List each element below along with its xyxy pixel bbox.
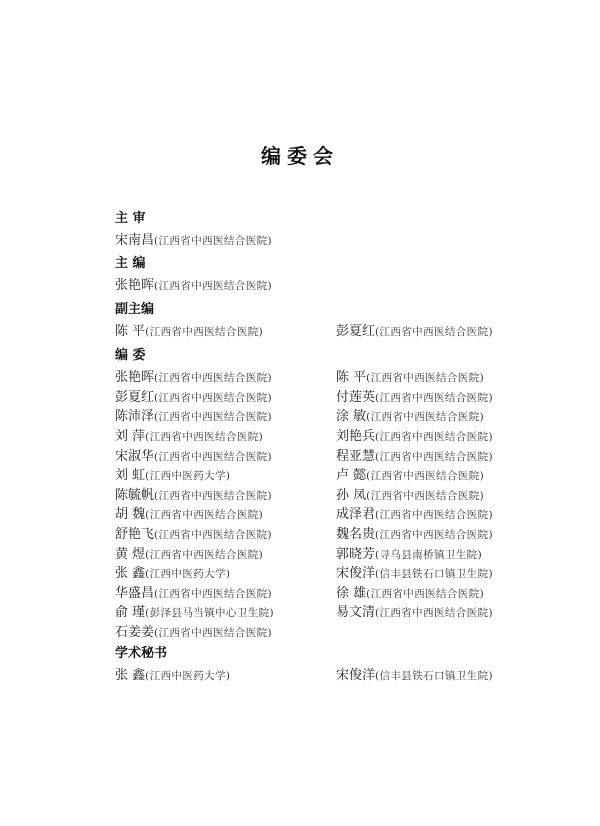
person-affiliation: (信丰县铁石口镇卫生院) bbox=[374, 670, 493, 683]
person-entry bbox=[115, 320, 336, 339]
person-affiliation: (江西省中西医结合医院) bbox=[154, 391, 273, 404]
person-entry bbox=[115, 229, 337, 248]
person-affiliation: (江西省中西医结合医院) bbox=[154, 280, 273, 293]
person-affiliation: (江西省中西医结合医院) bbox=[374, 326, 493, 339]
person-name: 刘艳兵 bbox=[335, 429, 375, 445]
person-entry bbox=[336, 366, 535, 385]
person-row bbox=[115, 484, 535, 504]
person-entry bbox=[336, 320, 535, 339]
person-entry bbox=[115, 543, 336, 562]
person-entry bbox=[115, 582, 336, 601]
person-row bbox=[115, 542, 535, 562]
person-entry bbox=[115, 523, 336, 542]
person-name: 付莲英 bbox=[335, 389, 375, 405]
person-entry bbox=[336, 405, 535, 424]
person-name: 宋淑华 bbox=[115, 448, 155, 464]
person-name: 郭晓芳 bbox=[335, 546, 375, 562]
person-entry bbox=[336, 484, 535, 503]
person-entry bbox=[336, 503, 535, 522]
editorial-board-list bbox=[115, 366, 535, 640]
person-name: 彭夏红 bbox=[335, 324, 375, 340]
person-name: 宋俊洋 bbox=[335, 566, 375, 582]
person-name: 魏名贵 bbox=[335, 527, 375, 543]
person-entry bbox=[115, 562, 336, 581]
person-row bbox=[115, 444, 535, 464]
person-affiliation: (江西省中西医结合医院) bbox=[374, 529, 493, 542]
person-row bbox=[115, 386, 535, 406]
person-entry bbox=[115, 664, 336, 683]
person-name: 宋俊洋 bbox=[335, 668, 375, 684]
person-entry bbox=[336, 543, 535, 562]
person-entry bbox=[336, 523, 535, 542]
person-name: 易文清 bbox=[335, 605, 375, 621]
person-entry bbox=[115, 503, 336, 522]
person-row bbox=[115, 464, 535, 484]
person-affiliation: (江西省中西医结合医院) bbox=[154, 529, 273, 542]
person-entry bbox=[336, 601, 535, 620]
person-affiliation: (江西省中西医结合医院) bbox=[366, 411, 485, 424]
person-row bbox=[115, 229, 535, 249]
person-name: 俞 瑾 bbox=[115, 605, 146, 621]
person-name: 孙 凤 bbox=[335, 487, 367, 503]
person-row bbox=[115, 562, 535, 582]
person-entry bbox=[115, 484, 336, 503]
person-row bbox=[115, 601, 535, 621]
section-heading: 主 编 bbox=[115, 256, 146, 271]
person-name: 成泽君 bbox=[335, 507, 375, 523]
person-row bbox=[115, 366, 535, 386]
person-name: 舒艳飞 bbox=[115, 527, 155, 543]
person-name: 刘 虹 bbox=[115, 468, 146, 484]
person-row bbox=[115, 621, 535, 641]
person-name: 刘 萍 bbox=[115, 429, 146, 445]
person-name: 石姜姜 bbox=[115, 625, 155, 641]
person-name: 陈 平 bbox=[115, 324, 146, 340]
person-affiliation: (彭泽县马当镇中心卫生院) bbox=[145, 607, 275, 620]
person-name: 涂 敏 bbox=[335, 409, 367, 425]
section-heading: 学术秘书 bbox=[115, 646, 168, 661]
person-affiliation: (江西省中西医结合医院) bbox=[366, 470, 485, 483]
person-name: 陈沛泽 bbox=[115, 409, 155, 425]
person-entry bbox=[336, 445, 535, 464]
section-chief-reviewer bbox=[115, 210, 535, 249]
person-affiliation: (江西省中西医结合医院) bbox=[154, 411, 273, 424]
person-affiliation: (江西省中西医结合医院) bbox=[145, 431, 264, 444]
page-title: 编委会 bbox=[261, 144, 339, 168]
person-affiliation: (江西省中西医结合医院) bbox=[145, 548, 264, 561]
person-name: 陈 平 bbox=[335, 370, 367, 386]
person-affiliation: (寻乌县南桥镇卫生院) bbox=[374, 548, 483, 561]
person-name: 胡 魏 bbox=[115, 507, 146, 523]
person-entry bbox=[115, 464, 336, 483]
person-name: 张艳晖 bbox=[115, 370, 155, 386]
person-entry bbox=[336, 582, 535, 601]
person-entry bbox=[115, 601, 336, 620]
person-affiliation: (江西省中西医结合医院) bbox=[366, 489, 485, 502]
person-name: 张 鑫 bbox=[115, 566, 146, 582]
person-entry bbox=[115, 366, 336, 385]
person-entry bbox=[336, 464, 535, 483]
section-editorial-board bbox=[115, 347, 535, 640]
person-row bbox=[115, 320, 535, 340]
person-entry bbox=[336, 386, 535, 405]
person-row bbox=[115, 425, 535, 445]
person-affiliation: (江西省中西医结合医院) bbox=[374, 391, 493, 404]
person-affiliation: (江西省中西医结合医院) bbox=[145, 326, 264, 339]
person-name: 卢 懿 bbox=[335, 468, 367, 484]
person-name: 华盛昌 bbox=[115, 585, 155, 601]
section-deputy-editor bbox=[115, 301, 535, 340]
person-name: 张艳晖 bbox=[115, 278, 155, 294]
person-entry bbox=[115, 274, 337, 293]
person-name: 徐 雄 bbox=[335, 585, 367, 601]
person-affiliation: (江西省中西医结合医院) bbox=[374, 607, 493, 620]
person-affiliation: (江西省中西医结合医院) bbox=[154, 587, 273, 600]
person-entry bbox=[336, 562, 535, 581]
person-affiliation: (江西省中西医结合医院) bbox=[374, 450, 493, 463]
person-name: 程亚慧 bbox=[335, 448, 375, 464]
person-entry bbox=[115, 425, 336, 444]
person-name: 彭夏红 bbox=[115, 389, 155, 405]
section-chief-editor bbox=[115, 255, 535, 294]
person-affiliation: (江西中医药大学) bbox=[145, 670, 231, 683]
person-affiliation: (江西省中西医结合医院) bbox=[366, 372, 485, 385]
person-affiliation: (江西中医药大学) bbox=[145, 568, 231, 581]
person-entry bbox=[336, 425, 535, 444]
person-affiliation: (江西省中西医结合医院) bbox=[154, 627, 273, 640]
person-row bbox=[115, 405, 535, 425]
person-affiliation: (江西省中西医结合医院) bbox=[154, 372, 273, 385]
person-affiliation: (江西中医药大学) bbox=[145, 470, 231, 483]
person-row bbox=[115, 274, 535, 294]
person-affiliation: (江西省中西医结合医院) bbox=[154, 450, 273, 463]
person-row bbox=[115, 664, 535, 684]
section-academic-secretary bbox=[115, 645, 535, 684]
person-affiliation: (江西省中西医结合医院) bbox=[154, 489, 273, 502]
person-affiliation: (江西省中西医结合医院) bbox=[374, 431, 493, 444]
person-entry bbox=[115, 445, 336, 464]
person-name: 陈毓帆 bbox=[115, 487, 155, 503]
person-entry bbox=[115, 386, 336, 405]
person-affiliation: (江西省中西医结合医院) bbox=[145, 509, 264, 522]
person-name: 张 鑫 bbox=[115, 668, 146, 684]
person-entry bbox=[115, 405, 336, 424]
person-name: 宋南昌 bbox=[115, 233, 155, 249]
section-heading: 主 审 bbox=[115, 211, 146, 226]
person-affiliation: (江西省中西医结合医院) bbox=[154, 235, 273, 248]
person-row bbox=[115, 582, 535, 602]
person-entry bbox=[336, 664, 535, 683]
section-heading: 副主编 bbox=[115, 302, 155, 317]
section-heading: 编 委 bbox=[115, 348, 146, 363]
person-row bbox=[115, 503, 535, 523]
person-entry bbox=[115, 621, 337, 640]
person-affiliation: (江西省中西医结合医院) bbox=[366, 587, 485, 600]
person-affiliation: (江西省中西医结合医院) bbox=[374, 509, 493, 522]
person-name: 黄 煜 bbox=[115, 546, 146, 562]
person-affiliation: (信丰县铁石口镇卫生院) bbox=[374, 568, 493, 581]
person-row bbox=[115, 523, 535, 543]
